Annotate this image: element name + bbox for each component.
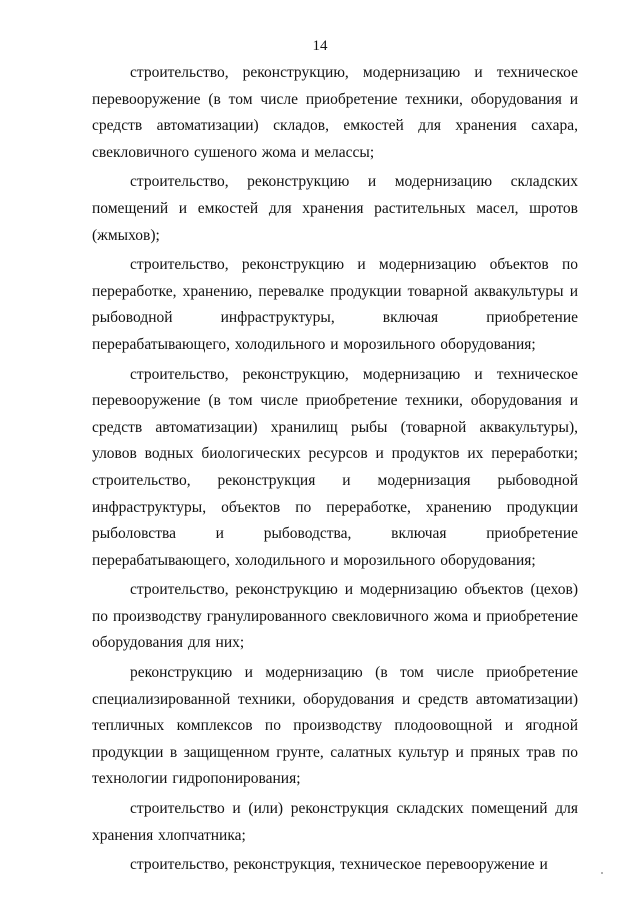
paragraph-greenhouses: реконструкцию и модернизацию (в том числе приобретение специализированной техники, оборудования и средств автоматизации) тепличных комплексов по производству плодоовощной и ягодной продукции в защищенном грунте, салатных культур и пряных трав по технологии гидропонирования; bbox=[92, 664, 578, 788]
paragraph-construction-continued: строительство, реконструкция, техническое перевооружение и bbox=[130, 856, 548, 874]
paragraph-fish-storage: строительство, реконструкцию, модернизацию и техническое перевооружение (в том числе приобретение техники, оборудования и средств автоматизации) хранилищ рыбы (товарной аквакультуры), уловов водных биологических ресурсов и продуктов их переработки; строительство, реконструкция и модернизация рыбоводной инфраструктуры, объектов по переработке, хранению продукции рыболовства и рыбоводства, включая приобретение перерабатывающего, холодильного и морозильного оборудования; bbox=[92, 365, 578, 569]
paragraph-aquaculture-processing: строительство, реконструкцию и модернизацию объектов по переработке, хранению, перевалке продукции товарной аквакультуры и рыбоводной инфраструктуры, включая приобретение перерабатывающего, холодильного и морозильного оборудования; bbox=[92, 256, 578, 353]
paragraph-beet-pulp: строительство, реконструкцию и модернизацию объектов (цехов) по производству гранулированного свекловичного жома и приобретение оборудования для них; bbox=[92, 581, 578, 652]
document-body bbox=[92, 60, 578, 879]
paragraph-sugar-storage: строительство, реконструкцию, модернизацию и техническое перевооружение (в том числе приобретение техники, оборудования и средств автоматизации) складов, емкостей для хранения сахара, свекловичного сушеного жома и мелассы; bbox=[92, 64, 578, 161]
page-number: 14 bbox=[312, 38, 328, 54]
paragraph-cotton-storage: строительство и (или) реконструкция складских помещений для хранения хлопчатника; bbox=[92, 800, 578, 844]
scan-speck bbox=[601, 872, 603, 874]
paragraph-oil-storage: строительство, реконструкцию и модернизацию складских помещений и емкостей для хранения растительных масел, шротов (жмыхов); bbox=[92, 173, 578, 244]
